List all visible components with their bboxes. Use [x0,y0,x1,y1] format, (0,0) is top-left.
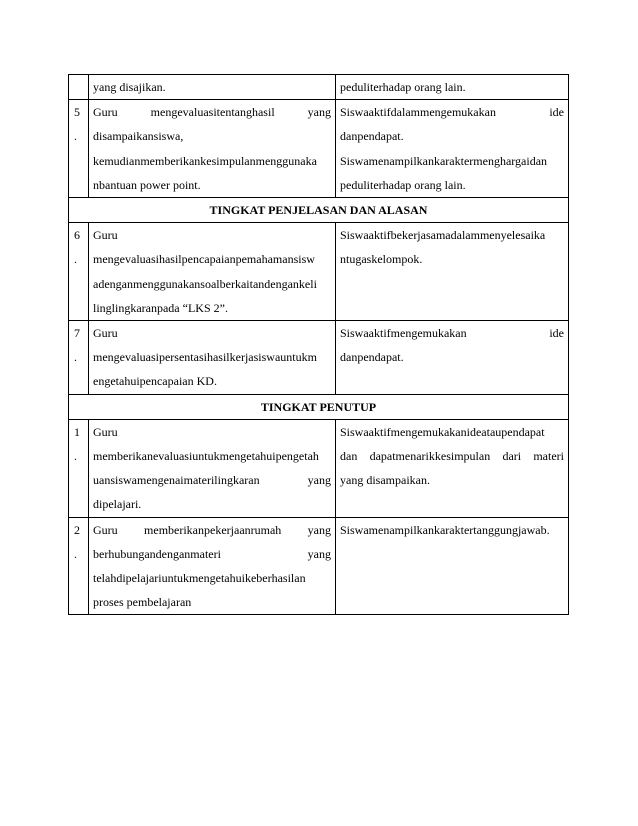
row-number-dot: . [74,546,77,561]
student-activity [336,75,569,100]
teacher-line: memberikanevaluasiuntukmengetahuipengetah [93,449,319,464]
row-number [69,75,89,100]
teacher-line: proses pembelajaran [93,595,192,610]
student-activity [336,419,569,517]
row-number [69,223,89,321]
teacher-line: disampaikansiswa, [93,129,184,144]
student-line: Siswaaktifbekerjasamadalammenyelesaika [340,228,546,243]
teacher-activity [89,517,336,615]
teacher-line: Guru [93,326,118,341]
teacher-line: berhubungandenganmateri yang [93,546,331,561]
row-number-dot: . [74,129,77,144]
student-line: danpendapat. [340,350,404,365]
teacher-line: adenganmenggunakansoalberkaitandengankeli [93,276,317,291]
row-number-dot: . [74,252,77,267]
teacher-activity [89,321,336,395]
section-heading-penutup: TINGKAT PENUTUP [69,394,569,419]
teacher-line: Guru [93,424,118,439]
section-heading-penjelasan: TINGKAT PENJELASAN DAN ALASAN [69,198,569,223]
row-number-digit: 7 [74,326,80,341]
teacher-activity [89,419,336,517]
row-number [69,419,89,517]
student-line: peduliterhadap orang lain. [340,80,466,94]
student-line: yang disampaikan. [340,473,430,488]
teacher-line: telahdipelajariuntukmengetahuikeberhasilan [93,571,306,586]
teacher-activity [89,75,336,100]
teacher-line: dipelajari. [93,497,142,512]
student-line: Siswaaktifmengemukakanideataupendapat [340,424,545,439]
student-activity [336,100,569,198]
teacher-activity [89,223,336,321]
table-row [69,419,569,517]
teacher-line: Guru [93,228,118,243]
row-number-dot: . [74,350,77,365]
table-row [69,321,569,395]
teacher-line: engetahuipencapaian KD. [93,374,217,389]
row-number-dot: . [74,449,77,464]
table-row [69,100,569,198]
student-line: Siswamenampilkankaraktermenghargaidan [340,153,548,168]
teacher-activity [89,100,336,198]
teacher-line: Guru memberikanpekerjaanrumah yang [93,522,331,537]
row-number [69,100,89,198]
student-activity [336,517,569,615]
student-line: Siswaaktifdalammengemukakan ide [340,105,564,120]
teacher-line: Guru mengevaluasitentanghasil yang [93,105,331,120]
row-number-digit: 5 [74,105,80,120]
table-row [69,75,569,100]
section-row [69,198,569,223]
row-number-digit: 1 [74,424,80,439]
student-line: danpendapat. [340,129,404,144]
table-row [69,517,569,615]
row-number [69,517,89,615]
student-line: peduliterhadap orang lain. [340,177,466,192]
student-line: Siswaaktifmengemukakan ide [340,326,564,341]
teacher-line: mengevaluasipersentasihasilkerjasiswauntukm [93,350,317,365]
student-activity [336,223,569,321]
table-row [69,223,569,321]
activity-table [68,74,569,615]
teacher-line: yang disajikan. [93,80,166,94]
student-activity [336,321,569,395]
teacher-line: linglingkaranpada “LKS 2”. [93,300,228,315]
teacher-line: uansiswamengenaimaterilingkaran yang [93,473,331,488]
student-line: Siswamenampilkankaraktertanggungjawab. [340,522,550,537]
teacher-line: kemudianmemberikankesimpulanmenggunaka [93,153,317,168]
row-number-digit: 2 [74,522,80,537]
teacher-line: nbantuan power point. [93,177,201,192]
row-number [69,321,89,395]
teacher-line: mengevaluasihasilpencapaianpemahamansisw [93,252,315,267]
student-line: dan dapatmenarikkesimpulan dari materi [340,449,564,464]
student-line: ntugaskelompok. [340,252,423,267]
row-number-digit: 6 [74,228,80,243]
section-row [69,394,569,419]
